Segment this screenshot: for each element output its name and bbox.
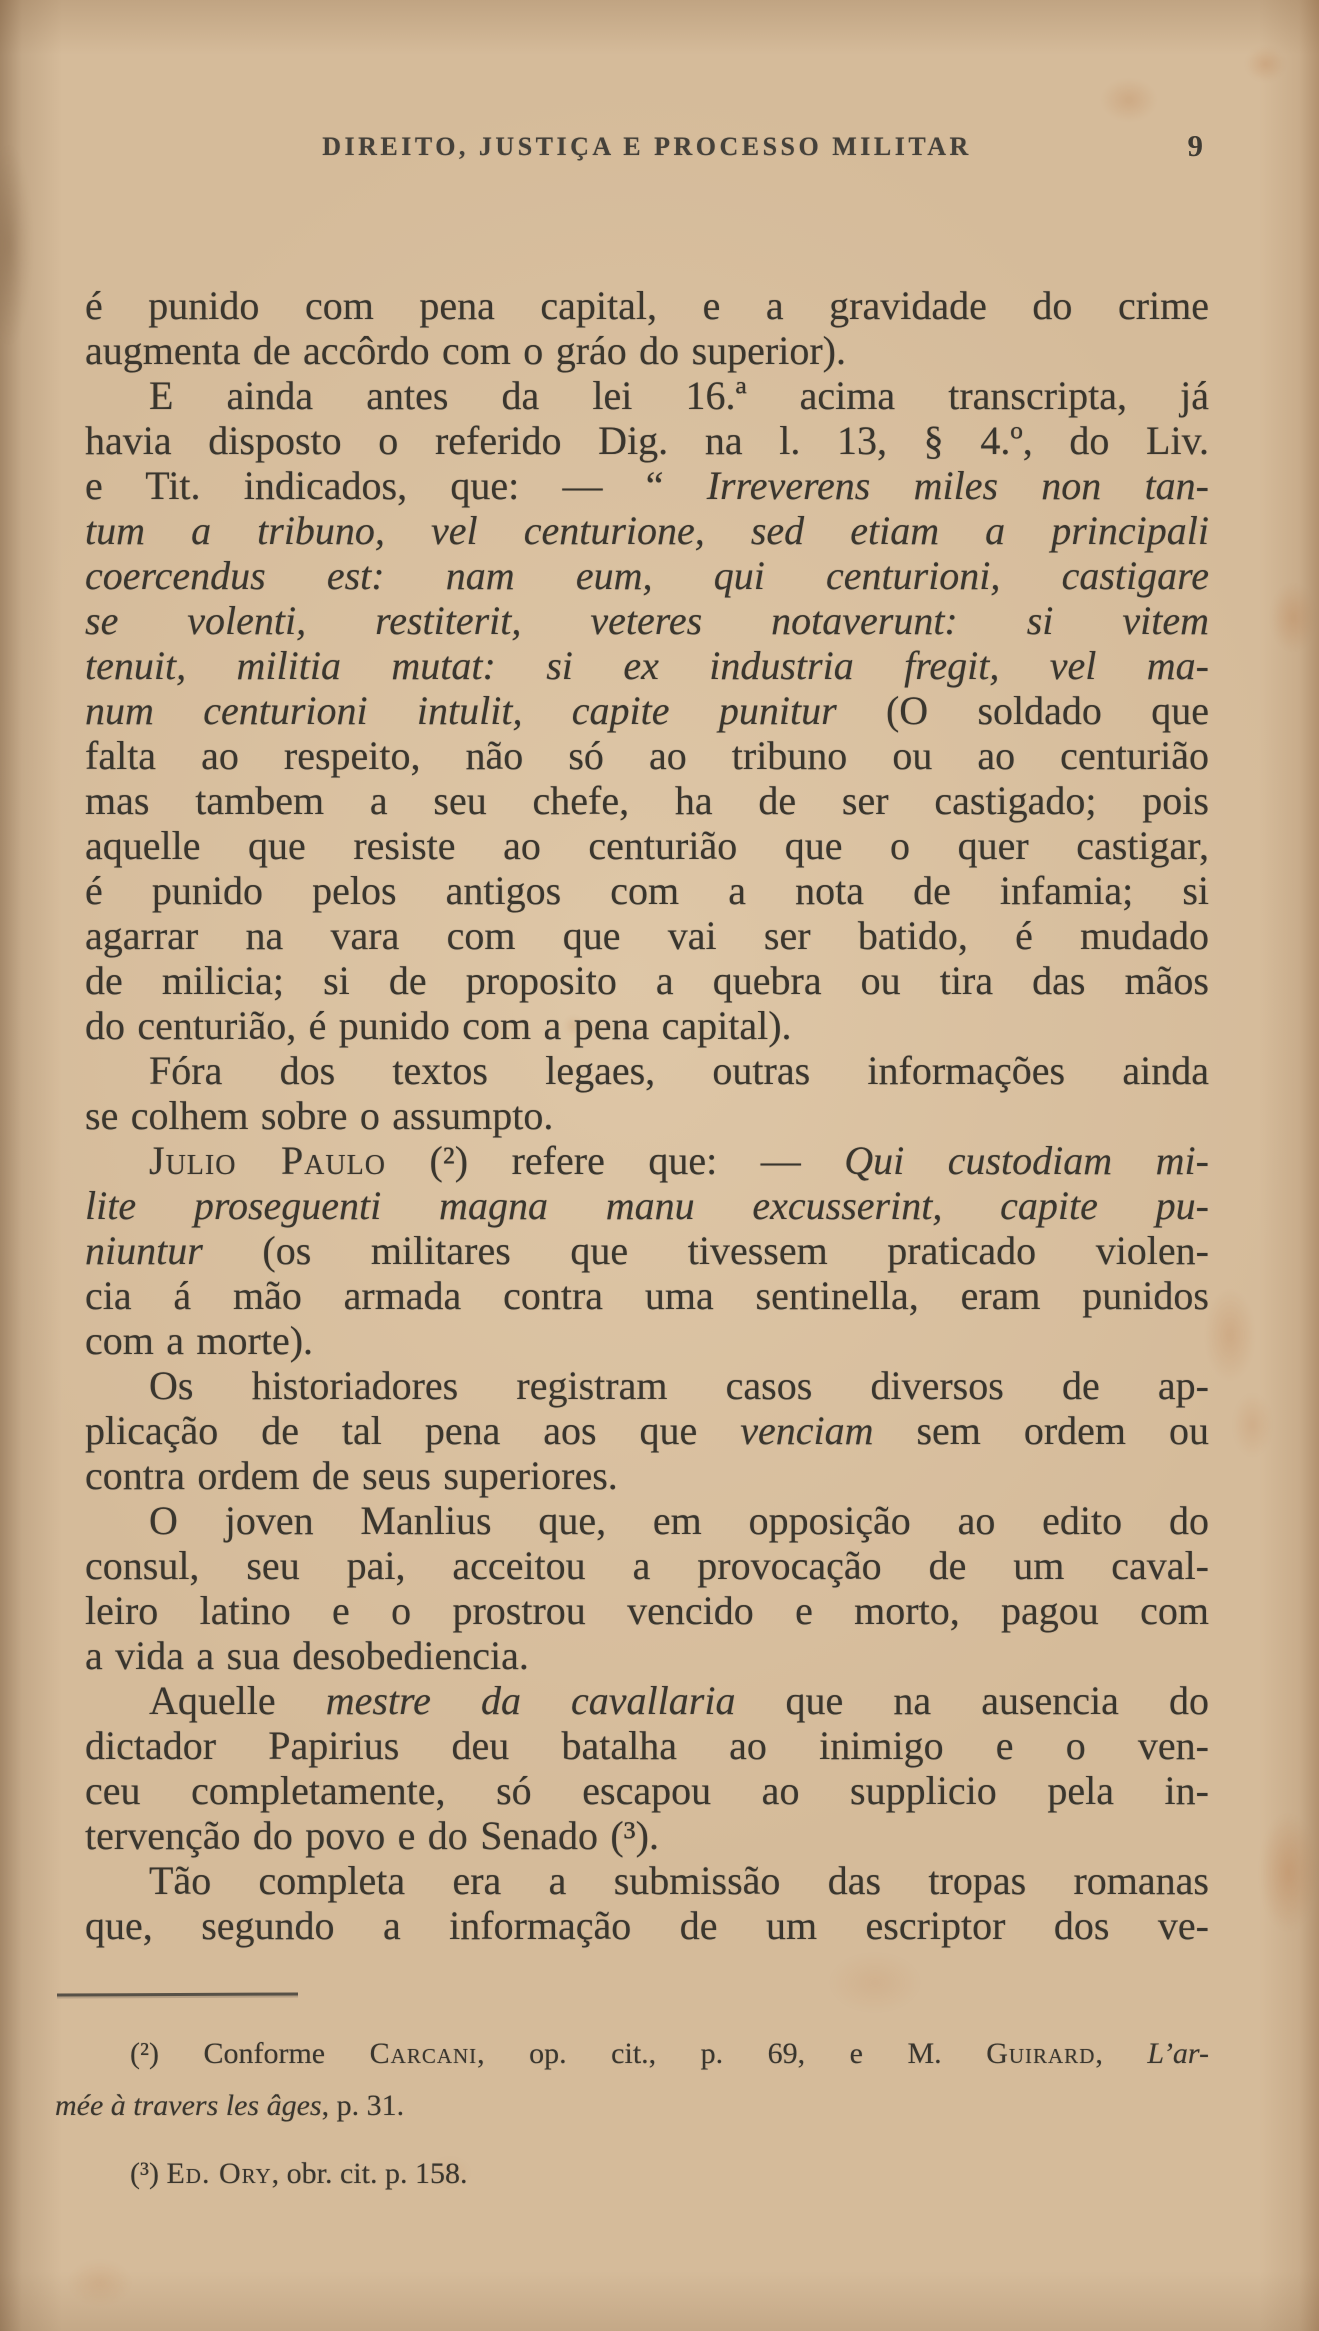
text-run: , p. 31. xyxy=(321,2089,405,2122)
text-line xyxy=(85,1543,1209,1588)
text-run: tum a tribuno, vel centurione, sed etiam a principali xyxy=(85,508,1209,553)
text-line xyxy=(85,1273,1209,1318)
text-line xyxy=(85,598,1209,643)
text-run: Qui custodiam mi- xyxy=(844,1138,1209,1183)
paper-stain xyxy=(0,110,40,380)
text-run: agarrar na vara com que vai ser batido, é mudado xyxy=(85,913,1209,958)
text-run: augmenta de accôrdo com o gráo do superior). xyxy=(85,328,846,373)
text-run: , xyxy=(1095,2037,1148,2070)
text-line xyxy=(85,373,1209,418)
text-line xyxy=(85,1903,1209,1948)
footnote-line xyxy=(55,2080,1209,2132)
text-line xyxy=(85,1768,1209,1813)
running-title: DIREITO, JUSTIÇA E PROCESSO MILITAR xyxy=(322,132,972,161)
text-run: (²) refere que: — xyxy=(385,1138,845,1183)
text-line xyxy=(85,1228,1209,1273)
text-line xyxy=(85,1093,1209,1138)
text-run: e Tit. indicados, que: — “ xyxy=(85,463,707,508)
text-run: aquelle que resiste ao centurião que o quer castigar, xyxy=(85,823,1209,868)
text-run: havia disposto o referido Dig. na l. 13, § 4.º, do Liv. xyxy=(85,418,1209,463)
text-run: Carcani xyxy=(369,2037,478,2070)
text-run: (os militares que tivessem praticado violen- xyxy=(202,1228,1209,1273)
text-run: tervenção do povo e do Senado (³). xyxy=(85,1813,659,1858)
text-run: Guirard xyxy=(986,2037,1096,2070)
text-line xyxy=(85,1453,1209,1498)
text-run: lite proseguenti magna manu excusserint, capite pu- xyxy=(85,1183,1209,1228)
text-line xyxy=(85,823,1209,868)
text-run: , op. cit., p. 69, e M. xyxy=(477,2037,987,2070)
footnote-separator xyxy=(57,1992,298,1996)
text-run: é punido pelos antigos com a nota de infamia; si xyxy=(85,868,1209,913)
text-run: Fóra dos textos legaes, outras informações ainda xyxy=(149,1048,1209,1093)
text-run: sem ordem ou xyxy=(873,1408,1209,1453)
text-run: se colhem sobre o assumpto. xyxy=(85,1093,554,1138)
text-line xyxy=(85,1633,1209,1678)
text-run: , obr. cit. p. 158. xyxy=(271,2157,468,2190)
text-run: coercendus est: nam eum, qui centurioni, castigare xyxy=(85,553,1209,598)
text-line xyxy=(85,1498,1209,1543)
page-number: 9 xyxy=(1187,128,1203,163)
text-run: L’ar- xyxy=(1147,2037,1210,2070)
text-run: mée à travers les âges xyxy=(55,2089,322,2122)
text-run: consul, seu pai, acceitou a provocação de um caval- xyxy=(85,1543,1209,1588)
text-run: contra ordem de seus superiores. xyxy=(85,1453,618,1498)
text-run: Os historiadores registram casos diversos de ap- xyxy=(149,1363,1209,1408)
text-run: venciam xyxy=(740,1408,874,1453)
text-run: (²) Conforme xyxy=(130,2037,370,2070)
text-run: E ainda antes da lei 16.ª acima transcripta, já xyxy=(149,373,1209,418)
text-line xyxy=(85,1588,1209,1633)
text-run: mestre da cavallaria xyxy=(325,1678,736,1723)
text-line xyxy=(85,1048,1209,1093)
body-text xyxy=(85,283,1209,1948)
text-line xyxy=(85,778,1209,823)
text-run: se volenti, restiterit, veteres notaverunt: si vitem xyxy=(85,598,1209,643)
text-run: ceu completamente, só escapou ao supplicio pela in- xyxy=(85,1768,1209,1813)
paper-stain xyxy=(1225,1380,1280,1470)
paper-stain xyxy=(1238,40,1293,88)
text-run: niuntur xyxy=(85,1228,203,1273)
footnotes xyxy=(55,2028,1209,2200)
text-line xyxy=(85,913,1209,958)
text-line xyxy=(85,1813,1209,1858)
text-run: Julio Paulo xyxy=(149,1138,386,1183)
text-line xyxy=(85,868,1209,913)
text-line xyxy=(85,1003,1209,1048)
text-line xyxy=(85,1183,1209,1228)
text-line xyxy=(85,643,1209,688)
footnote-line xyxy=(55,2148,1209,2200)
page-header xyxy=(85,130,1209,170)
text-run: (³) xyxy=(130,2157,167,2190)
paper-stain xyxy=(1248,1790,1319,1955)
text-run: cia á mão armada contra uma sentinella, eram punidos xyxy=(85,1273,1209,1318)
text-run: plicação de tal pena aos que xyxy=(85,1408,741,1453)
text-line xyxy=(85,1138,1209,1183)
text-run: dictador Papirius deu batalha ao inimigo e o ven- xyxy=(85,1723,1209,1768)
text-run: é punido com pena capital, e a gravidade do crime xyxy=(85,283,1209,328)
paper-stain xyxy=(810,1940,940,2025)
text-run: num centurioni intulit, capite punitur xyxy=(85,688,837,733)
text-run: falta ao respeito, não só ao tribuno ou ao centurião xyxy=(85,733,1209,778)
text-line xyxy=(85,553,1209,598)
text-run: tenuit, militia mutat: si ex industria fregit, vel ma- xyxy=(85,643,1209,688)
text-run: de milicia; si de proposito a quebra ou tira das mãos xyxy=(85,958,1209,1003)
text-line xyxy=(85,418,1209,463)
text-line xyxy=(85,958,1209,1003)
paper-stain xyxy=(55,2250,145,2315)
text-line xyxy=(85,1858,1209,1903)
text-run: mas tambem a seu chefe, ha de ser castigado; pois xyxy=(85,778,1209,823)
text-line xyxy=(85,508,1209,553)
text-line xyxy=(85,328,1209,373)
text-run: leiro latino e o prostrou vencido e morto, pagou com xyxy=(85,1588,1209,1633)
text-run: do centurião, é punido com a pena capital). xyxy=(85,1003,792,1048)
text-line xyxy=(85,1678,1209,1723)
text-line xyxy=(85,1723,1209,1768)
text-line xyxy=(85,283,1209,328)
text-line xyxy=(85,1318,1209,1363)
text-run: Ed. Ory xyxy=(166,2157,272,2190)
text-run: que na ausencia do xyxy=(735,1678,1210,1723)
text-line xyxy=(85,1408,1209,1453)
text-line xyxy=(85,688,1209,733)
text-run: Irreverens miles non tan- xyxy=(706,463,1209,508)
paper-stain xyxy=(1262,570,1319,665)
text-run: Aquelle xyxy=(149,1678,326,1723)
text-run: O joven Manlius que, em opposição ao edito do xyxy=(149,1498,1209,1543)
text-run: Tão completa era a submissão das tropas romanas xyxy=(149,1858,1209,1903)
text-run: a vida a sua desobediencia. xyxy=(85,1633,529,1678)
text-line xyxy=(85,463,1209,508)
text-run: com a morte). xyxy=(85,1318,314,1363)
text-line xyxy=(85,1363,1209,1408)
paper-stain xyxy=(1090,70,1168,130)
footnote-line xyxy=(55,2028,1209,2080)
text-run: que, segundo a informação de um escriptor dos ve- xyxy=(85,1903,1209,1948)
text-line xyxy=(85,733,1209,778)
text-run: (O soldado que xyxy=(836,688,1209,733)
